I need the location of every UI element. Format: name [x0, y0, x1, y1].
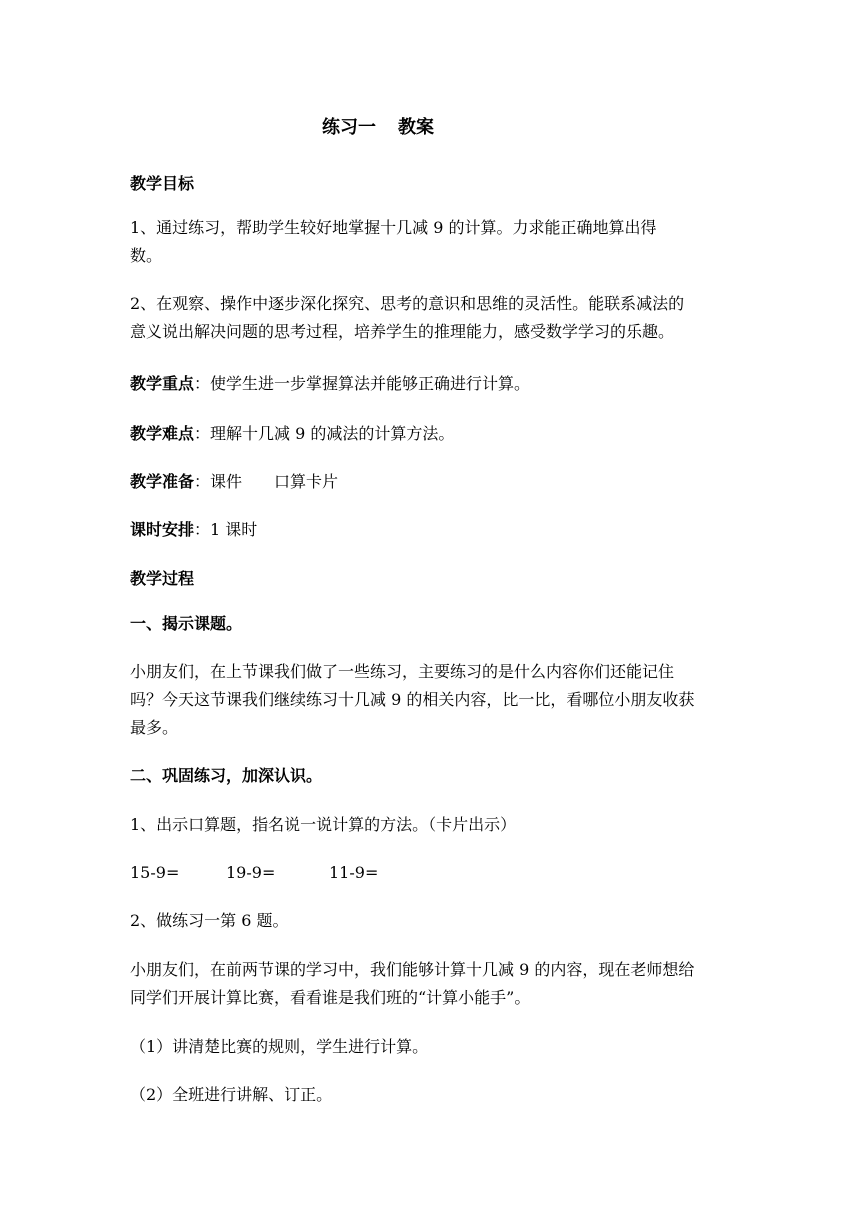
preparation-label: 教学准备: [130, 472, 195, 491]
objective-1-line-1: 1、通过练习，帮助学生较好地掌握十几减 9 的计算。力求能正确地算出得: [130, 218, 657, 237]
step-1-line-2: 吗？今天这节课我们继续练习十几减 9 的相关内容，比一比，看哪位小朋友收获: [130, 690, 695, 709]
calc-item-2: 19-9=: [226, 863, 276, 882]
difficulty-point: [130, 420, 740, 448]
key-point-text: ：使学生进一步掌握算法并能够正确进行计算。: [194, 374, 531, 393]
schedule-text: ：1 课时: [194, 520, 258, 539]
page-title: [322, 114, 434, 142]
objectives-heading: 教学目标: [130, 174, 195, 193]
objective-2-line-2: 意义说出解决问题的思考过程，培养学生的推理能力，感受数学学习的乐趣。: [130, 322, 675, 341]
key-point: [130, 370, 740, 398]
sub-item-1: （1）讲清楚比赛的规则，学生进行计算。: [130, 1037, 429, 1056]
step-1-line-1: 小朋友们，在上节课我们做了一些练习，主要练习的是什么内容你们还能记住: [130, 662, 675, 681]
step-2-item-2: 2、做练习一第 6 题。: [130, 911, 289, 930]
process-heading: 教学过程: [130, 569, 195, 588]
preparation-text: ：课件 口算卡片: [194, 472, 339, 491]
key-point-label: 教学重点: [130, 374, 195, 393]
difficulty-label: 教学难点: [130, 424, 195, 443]
title-part-2: 教案: [398, 117, 434, 138]
preparation: [130, 468, 740, 496]
schedule: [130, 516, 740, 544]
title-part-1: 练习一: [322, 117, 376, 138]
sub-item-2: （2）全班进行讲解、订正。: [130, 1085, 333, 1104]
step-2-item-1: 1、出示口算题，指名说一说计算的方法。（卡片出示）: [130, 815, 517, 834]
objective-1-line-2: 数。: [130, 246, 163, 265]
schedule-label: 课时安排: [130, 520, 195, 539]
calc-item-1: 15-9=: [130, 863, 180, 882]
step-1-heading: 一、揭示课题。: [130, 614, 243, 633]
step-2-heading: 二、巩固练习，加深认识。: [130, 766, 323, 785]
step-2-para-line-2: 同学们开展计算比赛，看看谁是我们班的“计算小能手”。: [130, 988, 531, 1007]
step-2-para-line-1: 小朋友们，在前两节课的学习中，我们能够计算十几减 9 的内容，现在老师想给: [130, 960, 695, 979]
objective-2-line-1: 2、在观察、操作中逐步深化探究、思考的意识和思维的灵活性。能联系减法的: [130, 294, 685, 313]
difficulty-text: ：理解十几减 9 的减法的计算方法。: [194, 424, 455, 443]
step-1-line-3: 最多。: [130, 718, 179, 737]
calc-item-3: 11-9=: [329, 863, 379, 882]
calc-row: [130, 859, 530, 887]
